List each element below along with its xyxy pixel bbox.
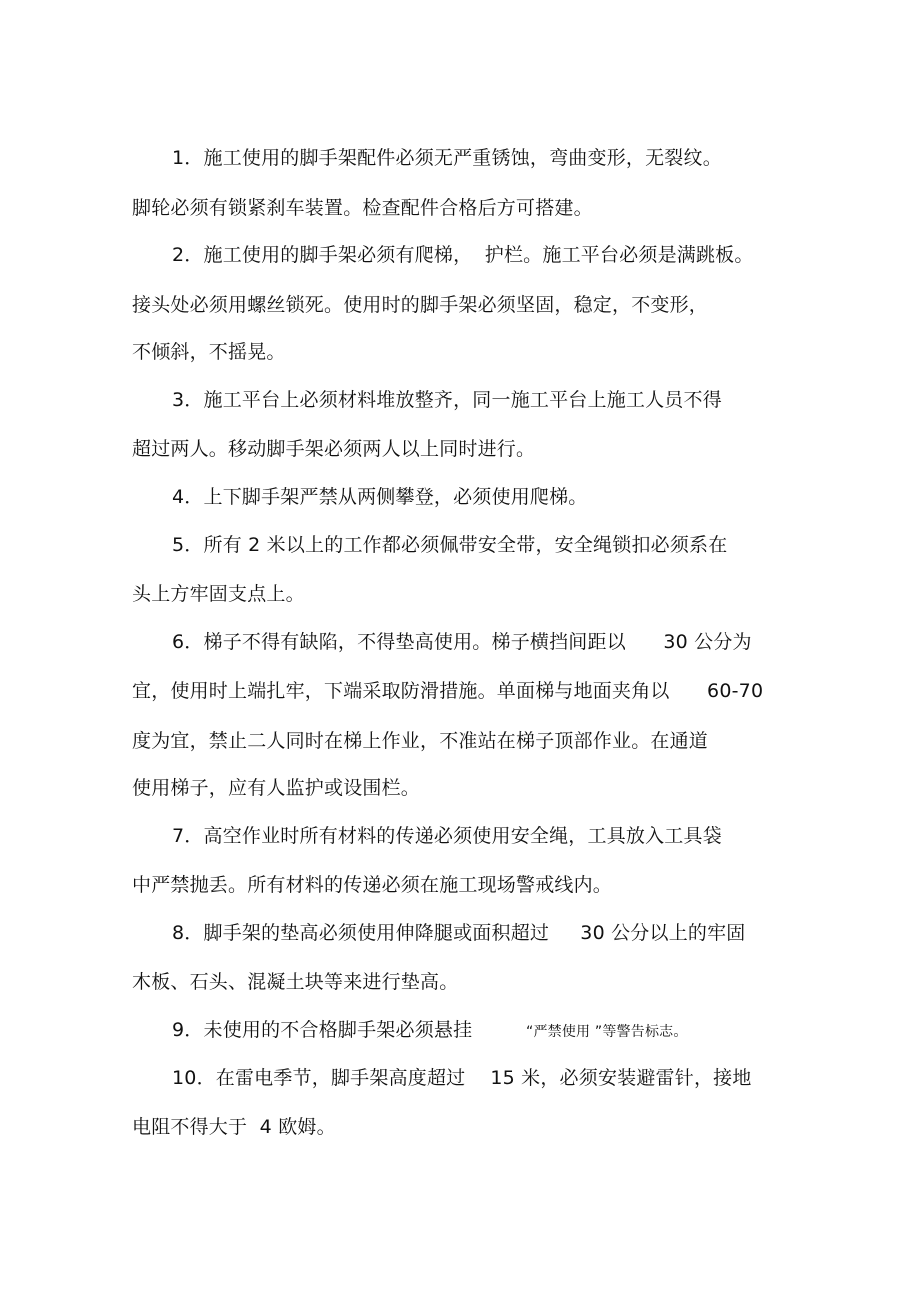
item-6-line-1: 6．梯子不得有缺陷，不得垫高使用。梯子横挡间距以 30 公分为 <box>172 631 752 653</box>
item-8-line-2: 木板、石头、混凝土块等来进行垫高。 <box>132 971 459 993</box>
item-6-line-3: 度为宜，禁止二人同时在梯上作业，不准站在梯子顶部作业。在通道 <box>132 730 709 752</box>
item-2-line-2: 接头处必须用螺丝锁死。使用时的脚手架必须坚固，稳定，不变形， <box>132 294 709 316</box>
item-10-line-1: 10．在雷电季节，脚手架高度超过 15 米，必须安装避雷针，接地 <box>172 1067 752 1089</box>
item-6-line-4: 使用梯子，应有人监护或设围栏。 <box>132 777 421 799</box>
item-1-line-1: 1．施工使用的脚手架配件必须无严重锈蚀，弯曲变形，无裂纹。 <box>172 147 722 169</box>
item-9-line-1: 9．未使用的不合格脚手架必须悬挂 <box>172 1019 473 1041</box>
item-8-line-1: 8．脚手架的垫高必须使用伸降腿或面积超过 30 公分以上的牢固 <box>172 922 746 944</box>
item-3-line-2: 超过两人。移动脚手架必须两人以上同时进行。 <box>132 438 536 460</box>
item-9-warning-label: “严禁使用 ”等警告标志。 <box>526 1024 688 1040</box>
item-2-line-3: 不倾斜，不摇晃。 <box>132 341 286 363</box>
item-1-line-2: 脚轮必须有锁紧刹车装置。检查配件合格后方可搭建。 <box>132 197 593 219</box>
item-7-line-1: 7．高空作业时所有材料的传递必须使用安全绳，工具放入工具袋 <box>172 825 722 847</box>
item-3-line-1: 3．施工平台上必须材料堆放整齐，同一施工平台上施工人员不得 <box>172 389 722 411</box>
item-7-line-2: 中严禁抛丢。所有材料的传递必须在施工现场警戒线内。 <box>132 874 613 896</box>
item-6-line-2: 宜，使用时上端扎牢，下端采取防滑措施。单面梯与地面夹角以 60-70 <box>132 680 764 702</box>
item-2-line-1: 2．施工使用的脚手架必须有爬梯， 护栏。施工平台必须是满跳板。 <box>172 244 754 266</box>
item-10-line-2: 电阻不得大于 4 欧姆。 <box>132 1116 336 1138</box>
item-5-line-1: 5．所有 2 米以上的工作都必须佩带安全带，安全绳锁扣必须系在 <box>172 534 728 556</box>
item-5-line-2: 头上方牢固支点上。 <box>132 583 305 605</box>
item-4-line-1: 4．上下脚手架严禁从两侧攀登，必须使用爬梯。 <box>172 486 588 508</box>
